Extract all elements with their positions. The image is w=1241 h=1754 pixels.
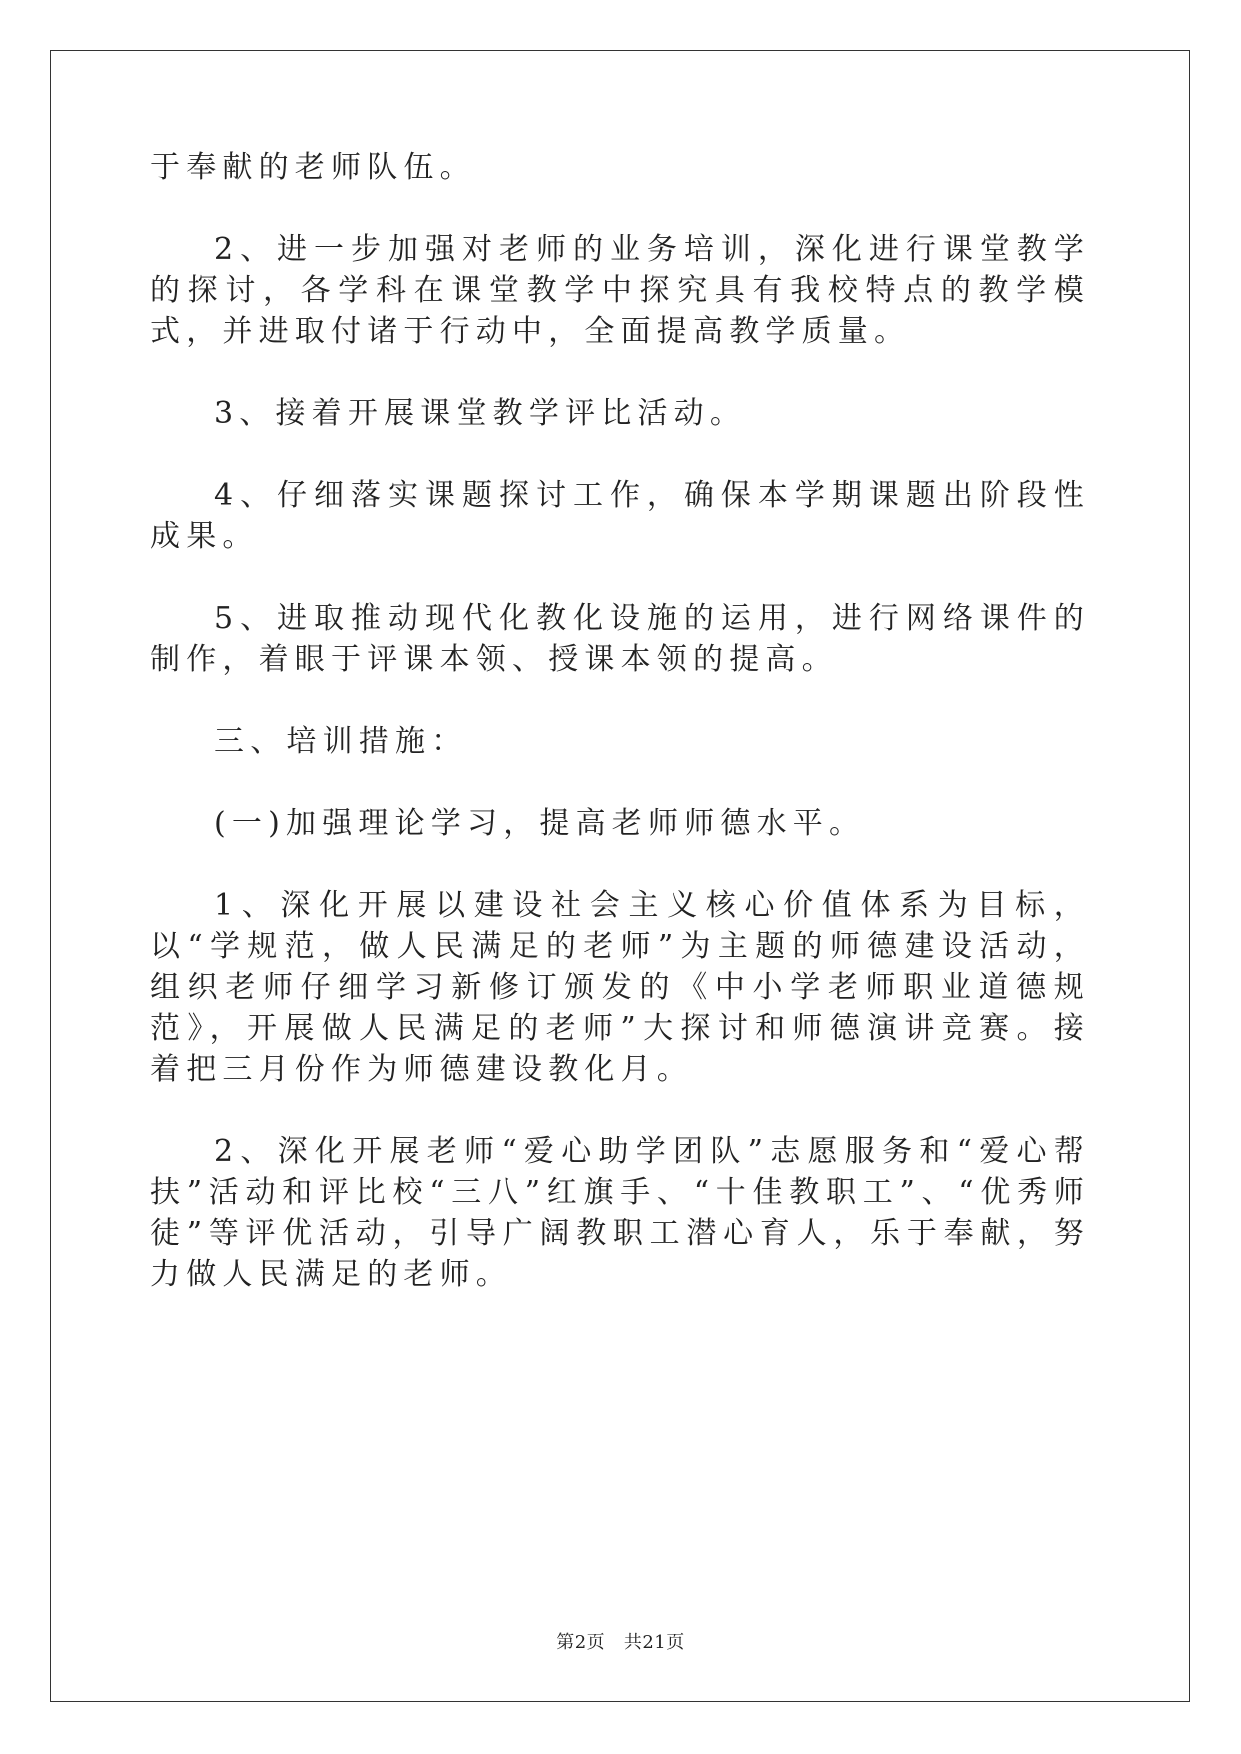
paragraph-measure-2: 2、深化开展老师“爱心助学团队”志愿服务和“爱心帮扶”活动和评比校“三八”红旗手、“十佳教职工”、“优秀师徒”等评优活动，引导广阔教职工潜心育人，乐于奉献，努力做人民满足的老师。	[150, 1134, 1090, 1292]
paragraph-item-5: 5、进取推动现代化教化设施的运用，进行网络课件的制作，着眼于评课本领、授课本领的提高。	[150, 601, 1090, 677]
section-heading-measures: 三、培训措施：	[214, 724, 468, 759]
paragraph-continuation: 于奉献的老师队伍。	[150, 150, 476, 185]
paragraph-item-4: 4、仔细落实课题探讨工作，确保本学期课题出阶段性成果。	[150, 478, 1090, 554]
paragraph-measure-1: 1、深化开展以建设社会主义核心价值体系为目标，以“学规范，做人民满足的老师”为主题的师德建设活动，组织老师仔细学习新修订颁发的《中小学老师职业道德规范》，开展做人民满足的老师”大探讨和师德演讲竞赛。接着把三月份作为师德建设教化月。	[150, 888, 1090, 1087]
subsection-heading-1: (一)加强理论学习，提高老师师德水平。	[214, 806, 866, 841]
paragraph-item-3: 3、接着开展课堂教学评比活动。	[214, 396, 747, 431]
page-footer	[0, 1628, 1241, 1654]
paragraph-item-2: 2、进一步加强对老师的业务培训，深化进行课堂教学的探讨，各学科在课堂教学中探究具有我校特点的教学模式，并进取付诸于行动中，全面提高教学质量。	[150, 232, 1090, 349]
document-body	[150, 147, 1090, 1336]
page-number-label: 第2页 共21页	[556, 1632, 685, 1653]
